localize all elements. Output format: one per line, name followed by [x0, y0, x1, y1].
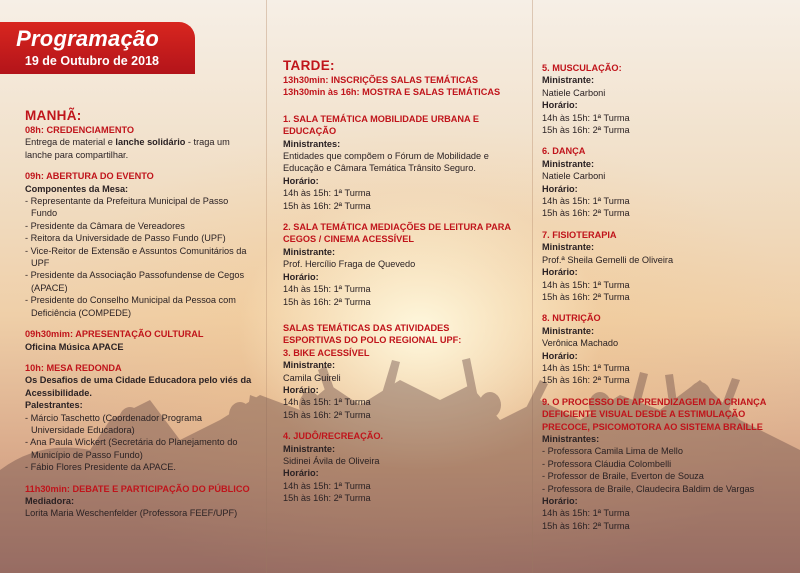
schedule-slot: 15h às 16h: 2ª Turma — [542, 375, 630, 386]
subheading: Ministrante: — [542, 75, 595, 86]
schedule-slot: 15h às 16h: 2ª Turma — [542, 291, 630, 302]
subheading: Ministrantes: — [283, 138, 341, 149]
schedule-slot: 15h às 16h: 2ª Turma — [542, 520, 630, 531]
room-1-title-cont: EDUCAÇÃO — [283, 126, 337, 137]
text-line: - Reitora da Universidade de Passo Fundo (UPF) — [25, 233, 226, 244]
text-line: Natiele Carboni — [542, 171, 606, 182]
text-line: - Presidente da Câmara de Vereadores — [25, 220, 185, 231]
subheading: Ministrante: — [283, 443, 336, 454]
subheading: Ministrante: — [542, 242, 595, 253]
text-line: Prof.ª Sheila Gemelli de Oliveira — [542, 254, 674, 265]
activities-column — [542, 62, 792, 532]
schedule-slot: 14h às 15h: 1ª Turma — [283, 284, 371, 295]
text-line: - Professora de Braile, Claudecira Baldim de Vargas — [542, 483, 755, 494]
schedule-label: Horário: — [283, 175, 319, 186]
session-mesa-redonda-title: 10h: MESA REDONDA — [25, 362, 122, 373]
morning-heading: MANHÃ: — [25, 108, 82, 123]
afternoon-registration: 13h30min: INSCRIÇÕES SALAS TEMÁTICAS — [283, 75, 479, 85]
schedule-slot: 14h às 15h: 1ª Turma — [283, 397, 371, 408]
schedule-label: Horário: — [283, 384, 319, 395]
schedule-label: Horário: — [283, 468, 319, 479]
schedule-slot: 15h às 16h: 2ª Turma — [283, 200, 371, 211]
text-line: Sidinei Ávila de Oliveira — [283, 455, 380, 466]
session-credenciamento-text — [25, 136, 257, 148]
text-fragment: Entrega de material e — [25, 137, 116, 148]
text-fragment-bold: lanche solidário — [115, 137, 186, 148]
room-9-title: 9. O PROCESSO DE APRENDIZAGEM DA CRIANÇA — [542, 396, 767, 407]
room-6-title: 6. DANÇA — [542, 146, 586, 157]
text-line: Fundo — [31, 208, 58, 219]
text-line: Educação e Câmara Temática Trânsito Seguro. — [283, 163, 476, 174]
subheading: Ministrantes: — [542, 433, 600, 444]
schedule-slot: 14h às 15h: 1ª Turma — [542, 362, 630, 373]
schedule-label: Horário: — [542, 267, 578, 278]
schedule-slot: 14h às 15h: 1ª Turma — [542, 279, 630, 290]
subheading: Ministrante: — [542, 158, 595, 169]
subheading: Oficina Música APACE — [25, 341, 124, 352]
text-line: Universidade Educadora) — [31, 424, 135, 435]
afternoon-exhibition: 13h30min às 16h: MOSTRA E SALAS TEMÁTICAS — [283, 87, 501, 98]
text-line: - Professora Camila Lima de Mello — [542, 446, 683, 457]
schedule-slot: 14h às 15h: 1ª Turma — [542, 196, 630, 207]
subheading: Ministrante: — [283, 246, 336, 257]
text-line: Natiele Carboni — [542, 87, 606, 98]
text-line: - Vice-Reitor de Extensão e Assuntos Comunitários da — [25, 245, 247, 256]
room-9-title-cont: DEFICIENTE VISUAL DESDE A ESTIMULAÇÃO — [542, 409, 746, 420]
schedule-slot: 15h às 16h: 2ª Turma — [283, 493, 371, 504]
text-line: - Presidente da Associação Passofundense de Cegos — [25, 270, 245, 281]
session-abertura-title: 09h: ABERTURA DO EVENTO — [25, 171, 154, 182]
subheading: Mediadora: — [25, 495, 75, 506]
text-line: UPF — [31, 258, 50, 269]
text-line: Prof. Hercílio Fraga de Quevedo — [283, 259, 416, 270]
text-line: - Fábio Flores Presidente da APACE. — [25, 462, 176, 473]
schedule-slot: 15h às 16h: 2ª Turma — [542, 208, 630, 219]
text-line: - Ana Paula Wickert (Secretária do Planejamento do — [25, 437, 238, 448]
schedule-label: Horário: — [542, 350, 578, 361]
text-line: - Márcio Taschetto (Coordenador Programa — [25, 412, 203, 423]
text-line: Município de Passo Fundo) — [31, 449, 143, 460]
text-line: lanche para compartilhar. — [25, 149, 129, 160]
schedule-slot: 15h às 16h: 2ª Turma — [283, 296, 371, 307]
schedule-slot: 14h às 15h: 1ª Turma — [542, 508, 630, 519]
sports-heading-cont: ESPORTIVAS DO POLO REGIONAL UPF: — [283, 335, 462, 346]
text-fragment: - traga um — [185, 137, 230, 148]
room-2-title: 2. SALA TEMÁTICA MEDIAÇÕES DE LEITURA PARA — [283, 222, 511, 233]
room-5-title: 5. MUSCULAÇÃO: — [542, 63, 622, 73]
morning-column — [25, 108, 257, 520]
sports-heading: SALAS TEMÁTICAS DAS ATIVIDADES — [283, 322, 450, 333]
text-line: Deficiência (COMPEDE) — [31, 307, 132, 318]
afternoon-heading: TARDE: — [283, 58, 335, 73]
text-line: Verônica Machado — [542, 338, 619, 349]
text-line: Entidades que compõem o Fórum de Mobilidade e — [283, 151, 489, 162]
schedule-slot: 14h às 15h: 1ª Turma — [542, 112, 630, 123]
schedule-label: Horário: — [283, 271, 319, 282]
subheading: Ministrante: — [283, 360, 336, 371]
schedule-label: Horário: — [542, 183, 578, 194]
schedule-slot: 15h às 16h: 2ª Turma — [542, 125, 630, 136]
room-2-title-cont: CEGOS / CINEMA ACESSÍVEL — [283, 234, 415, 245]
title-banner — [0, 22, 195, 74]
room-7-title: 7. FISIOTERAPIA — [542, 229, 617, 240]
afternoon-column — [283, 58, 523, 505]
session-cultural-title: 09h30mim: APRESENTAÇÃO CULTURAL — [25, 329, 204, 340]
schedule-label: Horário: — [542, 100, 578, 111]
subheading: Ministrante: — [542, 325, 595, 336]
subheading: Palestrantes: — [25, 400, 83, 411]
session-credenciamento-title: 08h: CREDENCIAMENTO — [25, 125, 135, 135]
room-1-title: 1. SALA TEMÁTICA MOBILIDADE URBANA E — [283, 113, 479, 124]
page-title: Programação — [16, 26, 159, 51]
room-9-title-cont: PRECOCE, PSICOMOTORA AO SISTEMA BRAILLE — [542, 421, 763, 432]
text-line: - Professora Cláudia Colombelli — [542, 458, 672, 469]
subheading: Componentes da Mesa: — [25, 183, 129, 194]
schedule-slot: 15h às 16h: 2ª Turma — [283, 409, 371, 420]
subheading: Os Desafios de uma Cidade Educadora pelo viés da — [25, 375, 252, 386]
text-line: - Professor de Braile, Everton de Souza — [542, 471, 704, 482]
text-line: Camila Guireli — [283, 372, 341, 383]
room-4-title: 4. JUDÔ/RECREAÇÃO. — [283, 431, 384, 442]
schedule-slot: 14h às 15h: 1ª Turma — [283, 480, 371, 491]
subheading: Acessibilidade. — [25, 387, 92, 398]
event-date: 19 de Outubro de 2018 — [24, 54, 159, 68]
text-line: Lorita Maria Weschenfelder (Professora FEEF/UPF) — [25, 508, 238, 519]
text-line: (APACE) — [31, 282, 68, 293]
schedule-label: Horário: — [542, 496, 578, 506]
room-8-title: 8. NUTRIÇÃO — [542, 313, 601, 324]
text-line: - Representante da Prefeitura Municipal de Passo — [25, 196, 229, 207]
room-3-title: 3. BIKE ACESSÍVEL — [283, 347, 370, 358]
session-debate-title: 11h30min: DEBATE E PARTICIPAÇÃO DO PÚBLICO — [25, 483, 250, 494]
schedule-slot: 14h às 15h: 1ª Turma — [283, 188, 371, 199]
text-line: - Presidente do Conselho Municipal da Pessoa com — [25, 295, 236, 306]
